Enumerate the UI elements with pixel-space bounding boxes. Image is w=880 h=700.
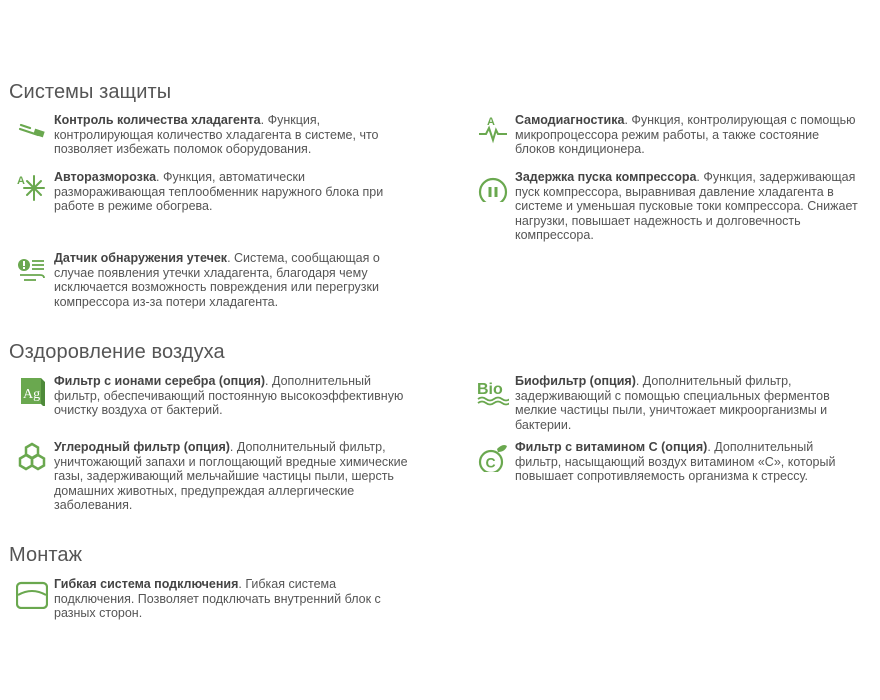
feature-description: . Дополнительный фильтр, насыщающий воздух витамином «С», который повышает сопротивляемость организма к стрессу. [515,440,836,484]
carbon-filter-icon [16,440,48,472]
feature-text [54,577,409,621]
feature-text [54,251,409,309]
feature-description: . Дополнительный фильтр, обеспечивающий постоянную высокоэффективную очистку воздуха от бактерий. [54,374,404,418]
silver-ion-filter-icon [16,374,48,406]
feature-description: . Гибкая система подключения. Позволяет подключать внутренний блок с разных сторон. [54,577,381,621]
feature-name: Гибкая система подключения [54,577,239,591]
svg-text:A: A [487,116,495,128]
svg-text:A: A [17,175,25,187]
bio-filter-icon [477,374,509,406]
feature-description: . Дополнительный фильтр, уничтожающий запахи и поглощающий вредные химические газы, задерживающий мельчайшие частицы пыли, шерсть домашних животных, предупреждая аллергические заболевания. [54,440,408,513]
feature-description: . Система, сообщающая о случае появления утечки хладагента, благодаря чему исключается возможность повреждения или перегрузки компрессора из-за потери хладагента. [54,251,380,309]
feature-name: Контроль количества хладагента [54,113,261,127]
feature-name: Биофильтр (опция) [515,374,636,388]
auto-defrost-icon [16,170,48,202]
feature-text [54,374,409,418]
compressor-delay-icon [477,170,509,202]
section-title-air: Оздоровление воздуха [9,341,225,363]
feature-text [515,113,860,157]
feature-description: . Дополнительный фильтр, задерживающий с помощью специальных ферментов мелкие частицы пыли, уничтожает микроорганизмы и бактерии. [515,374,830,432]
feature-description: . Функция, задерживающая пуск компрессора, выравнивая давление хладагента в системе и уменьшая пусковые токи компрессора. Снижает нагрузки, повышает надежность и долговечность компрессора. [515,170,858,243]
feature-text [54,440,409,513]
feature-name: Самодиагностика [515,113,625,127]
feature-description: . Функция, автоматически размораживающая теплообменник наружного блока при работе в режиме обогрева. [54,170,384,214]
feature-text [54,170,409,214]
self-diagnostics-icon [477,113,509,145]
feature-name: Углеродный фильтр (опция) [54,440,230,454]
svg-text:Ag: Ag [23,387,41,402]
feature-text [515,440,860,484]
svg-text:C: C [485,454,496,471]
section-title-protection: Системы защиты [9,81,172,103]
feature-text [515,374,860,432]
flexible-connection-icon [16,577,48,609]
feature-description: . Функция, контролирующая количество хладагента в системе, что позволяет избежать поломок оборудования. [54,113,379,157]
feature-name: Датчик обнаружения утечек [54,251,228,265]
feature-name: Авторазморозка [54,170,157,184]
section-title-install: Монтаж [9,544,83,566]
feature-text [54,113,409,157]
feature-name: Задержка пуска компрессора [515,170,697,184]
feature-name: Фильтр с витамином С (опция) [515,440,708,454]
refrigerant-control-icon [16,113,48,145]
leak-detection-icon [16,251,48,283]
feature-text [515,170,860,243]
svg-text:Bio: Bio [477,381,503,398]
feature-description: . Функция, контролирующая с помощью микропроцессора режим работы, а также состояние блоков кондиционера. [515,113,856,157]
feature-name: Фильтр с ионами серебра (опция) [54,374,266,388]
vitamin-c-filter-icon [477,440,509,472]
